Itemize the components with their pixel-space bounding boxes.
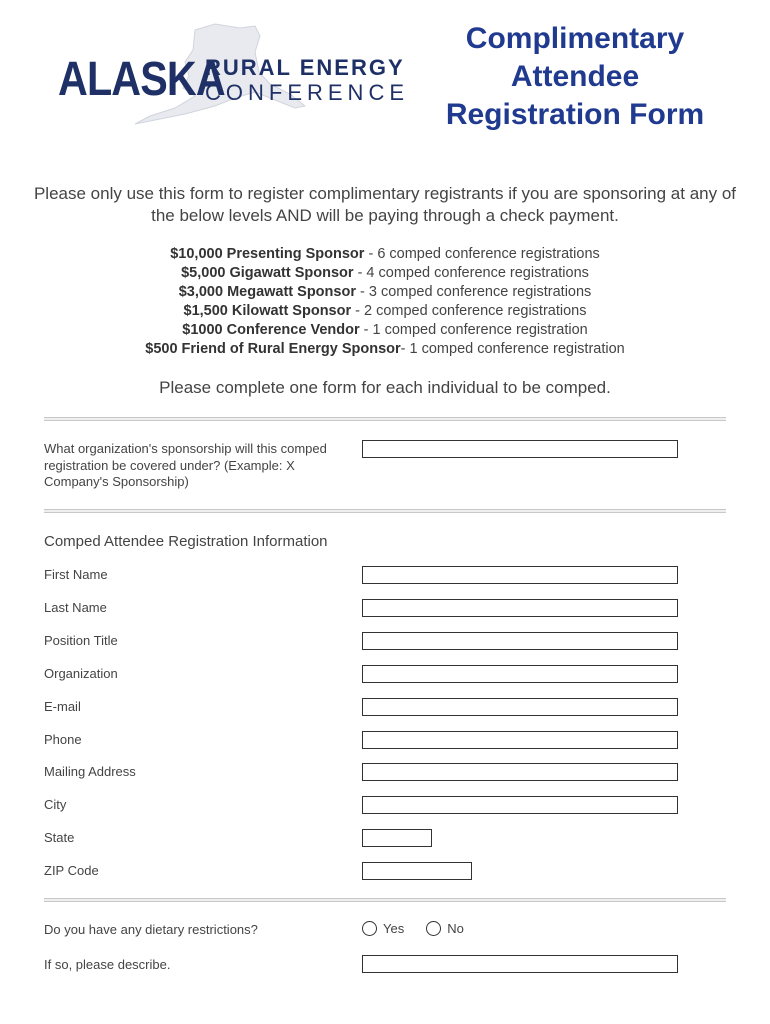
email-input[interactable] <box>362 698 678 716</box>
dietary-no-label: No <box>447 921 464 936</box>
form-title <box>430 20 720 134</box>
dietary-radio-group <box>362 921 486 936</box>
phone-label: Phone <box>44 732 82 747</box>
zip-code-input[interactable] <box>362 862 472 880</box>
sponsor-level-name: $10,000 Presenting Sponsor <box>170 246 365 262</box>
position-title-input[interactable] <box>362 632 678 650</box>
dietary-describe-input[interactable] <box>362 955 678 973</box>
city-input[interactable] <box>362 796 678 814</box>
sponsor-level-name: $500 Friend of Rural Energy Sponsor <box>145 341 401 357</box>
sponsor-level-detail: - 3 comped conference registrations <box>355 284 592 300</box>
section-divider <box>44 417 726 421</box>
first-name-input[interactable] <box>362 566 678 584</box>
sponsorship-input[interactable] <box>362 440 678 458</box>
organization-input[interactable] <box>362 665 678 683</box>
section-divider <box>44 509 726 513</box>
zip-code-label: ZIP Code <box>44 863 99 878</box>
sponsor-level-item <box>30 340 740 359</box>
city-label: City <box>44 797 67 812</box>
mailing-address-label: Mailing Address <box>44 764 136 779</box>
last-name-label: Last Name <box>44 600 107 615</box>
phone-input[interactable] <box>362 731 678 749</box>
first-name-label: First Name <box>44 567 108 582</box>
logo-alaska-text: ALASKA <box>58 53 225 106</box>
sponsor-level-item <box>30 264 740 283</box>
state-input[interactable] <box>362 829 432 847</box>
dietary-yes-label: Yes <box>383 921 405 936</box>
logo-rural-energy-text: RURAL ENERGY <box>205 55 405 80</box>
mailing-address-input[interactable] <box>362 763 678 781</box>
sponsor-level-detail: - 2 comped conference registrations <box>351 303 587 319</box>
sponsor-level-item <box>30 245 740 264</box>
radio-circle-icon <box>426 921 441 936</box>
sponsor-level-name: $5,000 Gigawatt Sponsor <box>181 265 354 281</box>
sponsor-level-item <box>30 283 740 302</box>
section-heading: Comped Attendee Registration Information <box>44 533 328 550</box>
sponsor-level-name: $3,000 Megawatt Sponsor <box>178 284 356 300</box>
sponsor-level-detail: - 1 comped conference registration <box>400 341 625 357</box>
sponsor-level-name: $1,500 Kilowatt Sponsor <box>183 303 352 319</box>
title-line-1: Complimentary <box>465 22 685 55</box>
title-line-3: Registration Form <box>445 98 705 131</box>
conference-logo <box>55 22 410 132</box>
sponsor-levels <box>30 245 740 359</box>
sponsor-level-item <box>30 321 740 340</box>
section-divider <box>44 898 726 902</box>
dietary-no-radio[interactable] <box>426 921 464 936</box>
logo-conference-text: CONFERENCE <box>205 80 410 105</box>
sponsor-level-detail: - 1 comped conference registration <box>359 322 588 338</box>
sponsor-level-detail: - 6 comped conference registrations <box>364 246 600 262</box>
intro-text: Please only use this form to register complimentary registrants if you are sponsoring at any of the below levels AND will be paying through a check payment. <box>33 184 737 225</box>
organization-label: Organization <box>44 666 118 681</box>
one-form-note: Please complete one form for each individual to be comped. <box>159 378 611 397</box>
state-label: State <box>44 830 75 845</box>
sponsor-level-detail: - 4 comped conference registrations <box>353 265 589 281</box>
dietary-yes-radio[interactable] <box>362 921 404 936</box>
dietary-describe-label: If so, please describe. <box>44 957 171 972</box>
email-label: E-mail <box>44 699 81 714</box>
sponsorship-label: What organization's sponsorship will this comped registration be covered under? (Example: X Company's Sponsorship) <box>44 441 327 489</box>
title-line-2: Attendee <box>510 60 640 93</box>
position-title-label: Position Title <box>44 633 118 648</box>
dietary-question-label: Do you have any dietary restrictions? <box>44 922 258 937</box>
sponsor-level-name: $1000 Conference Vendor <box>182 322 360 338</box>
sponsor-level-item <box>30 302 740 321</box>
radio-circle-icon <box>362 921 377 936</box>
last-name-input[interactable] <box>362 599 678 617</box>
